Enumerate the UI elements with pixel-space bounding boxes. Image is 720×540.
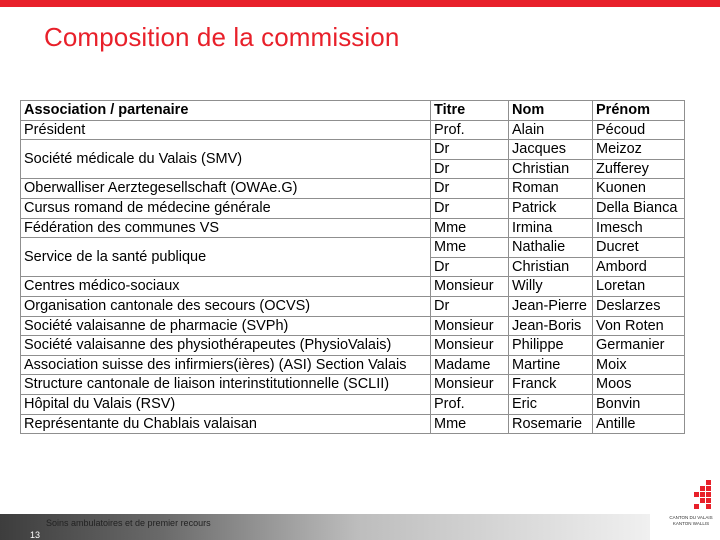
commission-table xyxy=(20,100,685,434)
member-titre: Madame xyxy=(431,355,509,375)
member-prenom: Meizoz xyxy=(593,140,685,160)
association-cell: Société valaisanne des physiothérapeutes (PhysioValais) xyxy=(21,336,431,356)
association-cell: Fédération des communes VS xyxy=(21,218,431,238)
member-nom: Nathalie xyxy=(509,238,593,258)
canton-valais-logo-icon xyxy=(664,478,716,536)
table-header-row xyxy=(21,101,685,121)
association-cell: Président xyxy=(21,120,431,140)
header-nom: Nom xyxy=(509,101,593,121)
page-number: 13 xyxy=(30,530,41,540)
table-row xyxy=(21,336,685,356)
member-nom: Alain xyxy=(509,120,593,140)
commission-table-wrapper xyxy=(20,100,685,434)
member-titre: Dr xyxy=(431,179,509,199)
association-cell: Société médicale du Valais (SMV) xyxy=(21,140,431,179)
association-cell: Hôpital du Valais (RSV) xyxy=(21,394,431,414)
member-nom: Willy xyxy=(509,277,593,297)
member-titre: Dr xyxy=(431,257,509,277)
table-row xyxy=(21,120,685,140)
member-prenom: Antille xyxy=(593,414,685,434)
table-row xyxy=(21,238,685,258)
table-row xyxy=(21,414,685,434)
member-titre: Dr xyxy=(431,296,509,316)
member-titre: Monsieur xyxy=(431,316,509,336)
member-prenom: Germanier xyxy=(593,336,685,356)
member-titre: Prof. xyxy=(431,120,509,140)
table-row xyxy=(21,179,685,199)
top-accent-bar xyxy=(0,0,720,7)
member-nom: Christian xyxy=(509,159,593,179)
table-row xyxy=(21,277,685,297)
page-title: Composition de la commission xyxy=(44,22,400,52)
association-cell: Cursus romand de médecine générale xyxy=(21,198,431,218)
member-titre: Dr xyxy=(431,140,509,160)
member-prenom: Zufferey xyxy=(593,159,685,179)
association-cell: Oberwalliser Aerztegesellschaft (OWAe.G) xyxy=(21,179,431,199)
member-nom: Irmina xyxy=(509,218,593,238)
member-prenom: Ambord xyxy=(593,257,685,277)
table-row xyxy=(21,316,685,336)
table-row xyxy=(21,218,685,238)
logo-line-2: KANTON WALLIS xyxy=(672,521,710,526)
member-prenom: Loretan xyxy=(593,277,685,297)
member-nom: Patrick xyxy=(509,198,593,218)
table-row xyxy=(21,375,685,395)
member-prenom: Von Roten xyxy=(593,316,685,336)
member-prenom: Pécoud xyxy=(593,120,685,140)
member-titre: Monsieur xyxy=(431,277,509,297)
member-prenom: Moos xyxy=(593,375,685,395)
member-prenom: Ducret xyxy=(593,238,685,258)
member-titre: Dr xyxy=(431,198,509,218)
member-nom: Jacques xyxy=(509,140,593,160)
table-row xyxy=(21,140,685,160)
member-nom: Jean-Pierre xyxy=(509,296,593,316)
logo-line-1: CANTON DU VALAIS xyxy=(669,515,713,520)
table-row xyxy=(21,394,685,414)
member-titre: Monsieur xyxy=(431,375,509,395)
association-cell: Centres médico-sociaux xyxy=(21,277,431,297)
header-titre: Titre xyxy=(431,101,509,121)
member-nom: Martine xyxy=(509,355,593,375)
logo-text xyxy=(664,515,718,527)
table-row xyxy=(21,296,685,316)
member-titre: Mme xyxy=(431,414,509,434)
member-titre: Dr xyxy=(431,159,509,179)
association-cell: Organisation cantonale des secours (OCVS) xyxy=(21,296,431,316)
member-titre: Mme xyxy=(431,238,509,258)
member-prenom: Della Bianca xyxy=(593,198,685,218)
header-prenom: Prénom xyxy=(593,101,685,121)
member-titre: Mme xyxy=(431,218,509,238)
member-titre: Prof. xyxy=(431,394,509,414)
member-nom: Jean-Boris xyxy=(509,316,593,336)
member-titre: Monsieur xyxy=(431,336,509,356)
association-cell: Structure cantonale de liaison interinstitutionnelle (SCLII) xyxy=(21,375,431,395)
table-row xyxy=(21,198,685,218)
member-nom: Eric xyxy=(509,394,593,414)
header-association: Association / partenaire xyxy=(21,101,431,121)
association-cell: Service de la santé publique xyxy=(21,238,431,277)
member-nom: Christian xyxy=(509,257,593,277)
member-nom: Rosemarie xyxy=(509,414,593,434)
member-nom: Philippe xyxy=(509,336,593,356)
table-row xyxy=(21,355,685,375)
member-prenom: Deslarzes xyxy=(593,296,685,316)
member-nom: Roman xyxy=(509,179,593,199)
member-prenom: Kuonen xyxy=(593,179,685,199)
association-cell: Société valaisanne de pharmacie (SVPh) xyxy=(21,316,431,336)
association-cell: Association suisse des infirmiers(ières) (ASI) Section Valais xyxy=(21,355,431,375)
member-prenom: Moix xyxy=(593,355,685,375)
footer-text: Soins ambulatoires et de premier recours xyxy=(46,518,211,528)
member-nom: Franck xyxy=(509,375,593,395)
member-prenom: Bonvin xyxy=(593,394,685,414)
association-cell: Représentante du Chablais valaisan xyxy=(21,414,431,434)
member-prenom: Imesch xyxy=(593,218,685,238)
